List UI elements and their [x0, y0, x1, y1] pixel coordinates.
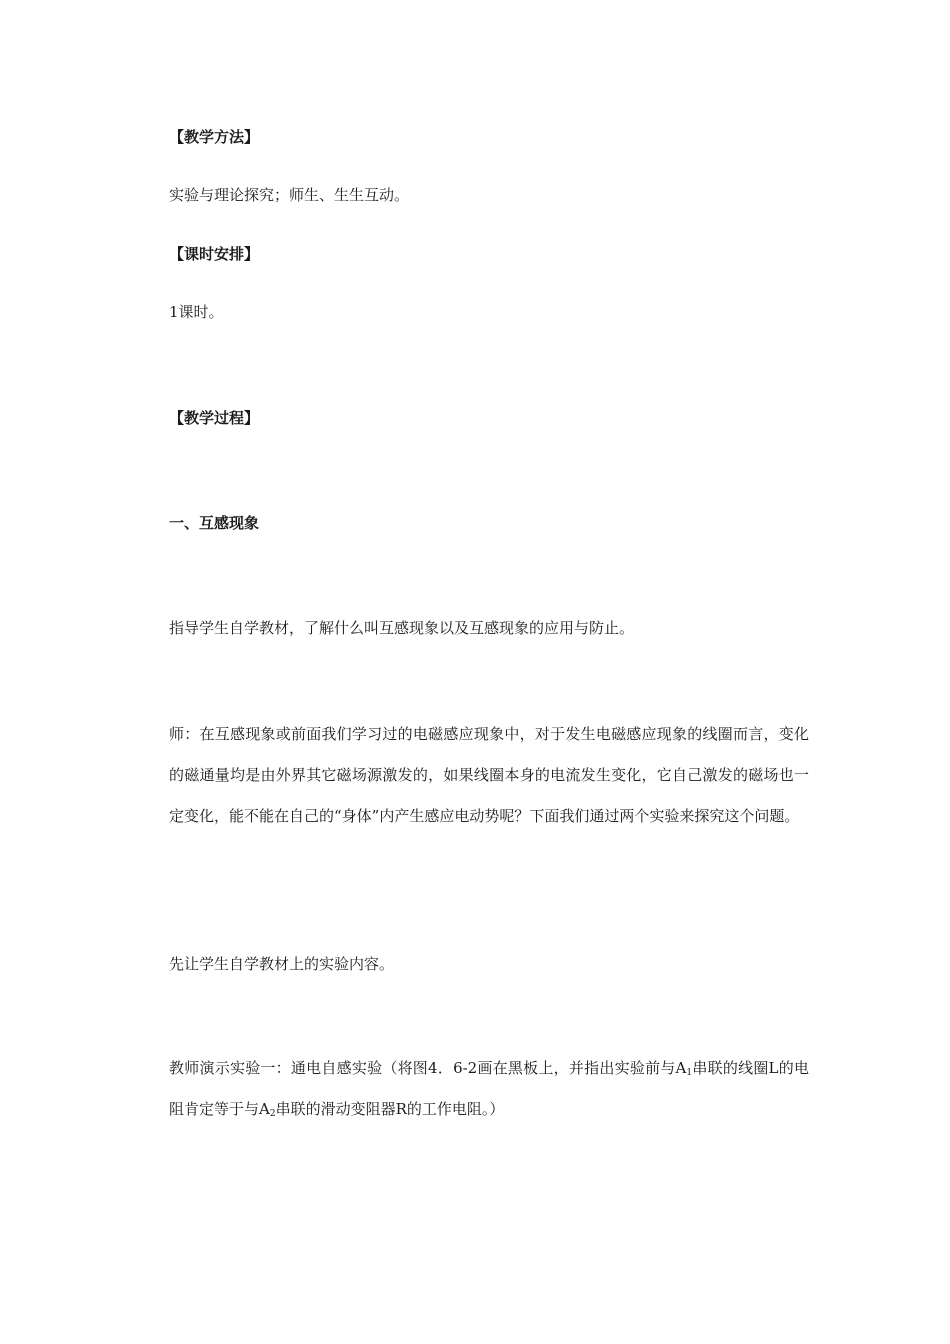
demo-text-part1: 教师演示实验一：通电自感实验（将图4．6-2画在黑板上，并指出实验前与A	[169, 1059, 687, 1077]
paragraph-guide-self-study: 指导学生自学教材，了解什么叫互感现象以及互感现象的应用与防止。	[169, 619, 635, 637]
subscript-1: 1	[686, 1068, 693, 1078]
heading-mutual-induction: 一、互感现象	[169, 514, 260, 532]
paragraph-self-study-experiment: 先让学生自学教材上的实验内容。	[169, 955, 395, 973]
heading-class-schedule: 【课时安排】	[169, 245, 260, 263]
paragraph-demo-experiment	[169, 1048, 809, 1130]
heading-teaching-process: 【教学过程】	[169, 409, 260, 427]
paragraph-teacher-question: 师：在互感现象或前面我们学习过的电磁感应现象中，对于发生电磁感应现象的线圈而言，变化的磁通量均是由外界其它磁场源激发的，如果线圈本身的电流发生变化，它自己激发的磁场也一定变化，能不能在自己的“身体”内产生感应电动势呢？下面我们通过两个实验来探究这个问题。	[169, 725, 809, 825]
text-teaching-method: 实验与理论探究；师生、生生互动。	[169, 186, 410, 204]
heading-teaching-method: 【教学方法】	[169, 128, 260, 146]
demo-text-part2: 串联的线圈L的电阻肯定等于与A	[169, 1059, 809, 1118]
subscript-2: 2	[269, 1109, 276, 1119]
demo-text-part3: 串联的滑动变阻器R的工作电阻。）	[275, 1100, 505, 1118]
text-class-schedule: 1课时。	[169, 303, 224, 321]
